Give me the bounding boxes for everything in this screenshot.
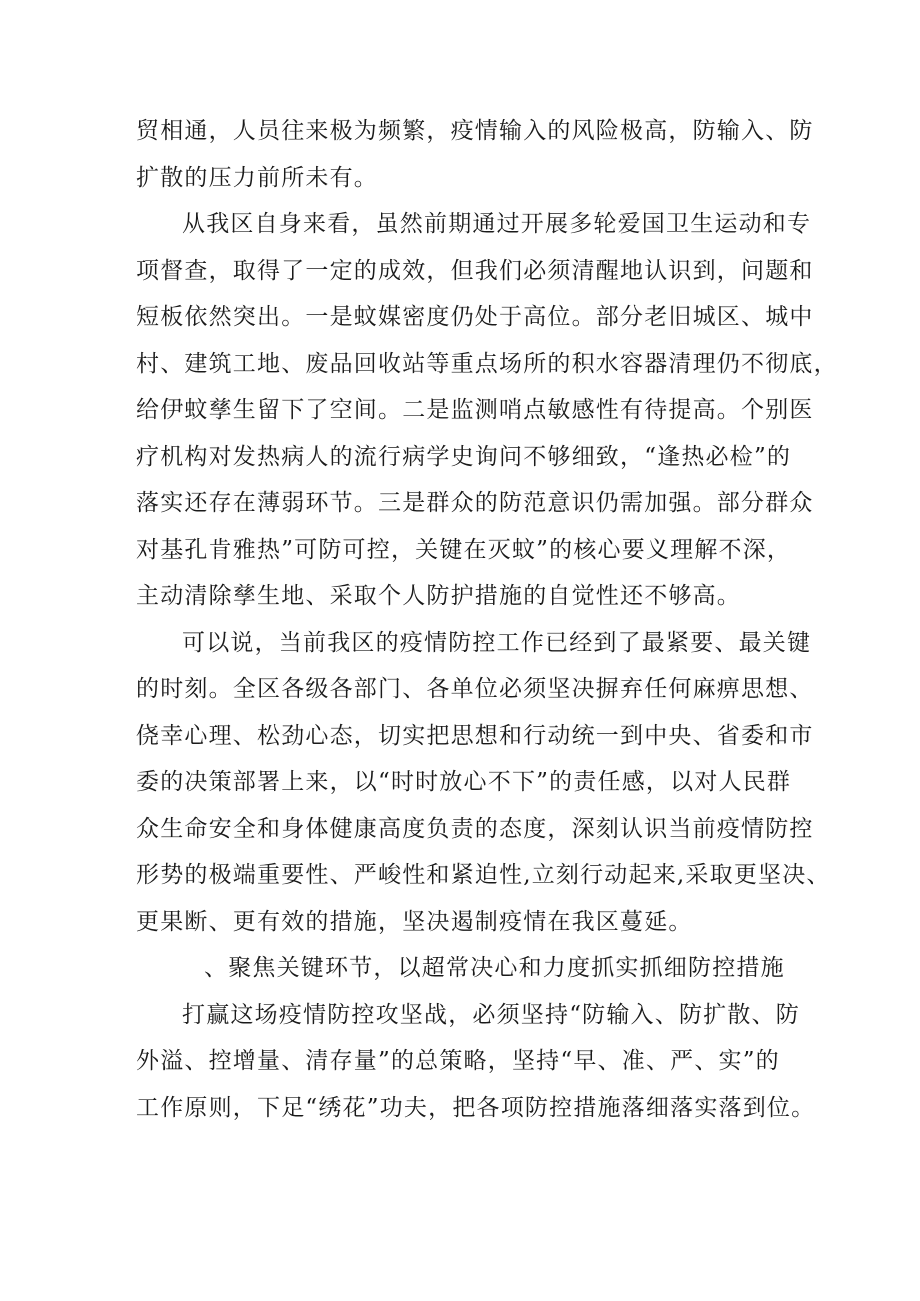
paragraph-line: 扩散的压力前所未有。 bbox=[136, 164, 378, 191]
paragraph-line: 项督查，取得了一定的成效，但我们必须清醒地认识到，问题和 bbox=[136, 257, 814, 284]
paragraph-line: 打赢这场疫情防控攻坚战，必须坚持“防输入、防扩散、防 bbox=[182, 1001, 800, 1028]
paragraph-line: 从我区自身来看，虽然前期通过开展多轮爱国卫生运动和专 bbox=[182, 211, 812, 237]
paragraph-line: 主动清除孳生地、采取个人防护措施的自觉性还不够高。 bbox=[136, 583, 741, 609]
paragraph-line: 委的决策部署上来，以“时时放心不下”的责任感，以对人民群 bbox=[136, 769, 792, 795]
paragraph-line: 的时刻。全区各级各部门、各单位必须坚决摒弃任何麻痹思想、 bbox=[136, 676, 814, 702]
paragraph-line: 可以说，当前我区的疫情防控工作已经到了最紧要、最关键 bbox=[182, 629, 812, 656]
paragraph-line: 贸相通，人员往来极为频繁，疫情输入的风险极高，防输入、防 bbox=[136, 118, 814, 144]
paragraph-line: 给伊蚊孳生留下了空间。二是监测哨点敏感性有待提高。个别医 bbox=[136, 397, 814, 423]
paragraph-line: 侥幸心理、松劲心态，切实把思想和行动统一到中央、省委和市 bbox=[136, 722, 814, 749]
section-heading: 、聚焦关键环节，以超常决心和力度抓实抓细防控措施 bbox=[204, 955, 785, 981]
paragraph-line: 外溢、控增量、清存量”的总策略，坚持“早、准、严、实”的 bbox=[136, 1048, 780, 1074]
paragraph-line: 工作原则，下足“绣花”功夫，把各项防控措施落细落实落到位。 bbox=[136, 1094, 816, 1121]
paragraph-line: 疗机构对发热病人的流行病学史询问不够细致，“逢热必检”的 bbox=[136, 443, 792, 470]
paragraph-line: 众生命安全和身体健康高度负责的态度，深刻认识当前疫情防控 bbox=[136, 815, 814, 842]
paragraph-line: 村、建筑工地、废品回收站等重点场所的积水容器清理仍不彻底， bbox=[136, 350, 838, 377]
paragraph-line: 形势的极端重要性、严峻性和紧迫性,立刻行动起来,采取更坚决、 bbox=[136, 862, 831, 888]
body-text bbox=[136, 108, 838, 1131]
paragraph-line: 对基孔肯雅热”可防可控，关键在灭蚊”的核心要义理解不深， bbox=[136, 536, 792, 563]
paragraph-line: 更果断、更有效的措施，坚决遏制疫情在我区蔓延。 bbox=[136, 908, 693, 935]
paragraph-line: 短板依然突出。一是蚊媒密度仍处于高位。部分老旧城区、城中 bbox=[136, 304, 814, 330]
paragraph-line: 落实还存在薄弱环节。三是群众的防范意识仍需加强。部分群众 bbox=[136, 490, 814, 516]
